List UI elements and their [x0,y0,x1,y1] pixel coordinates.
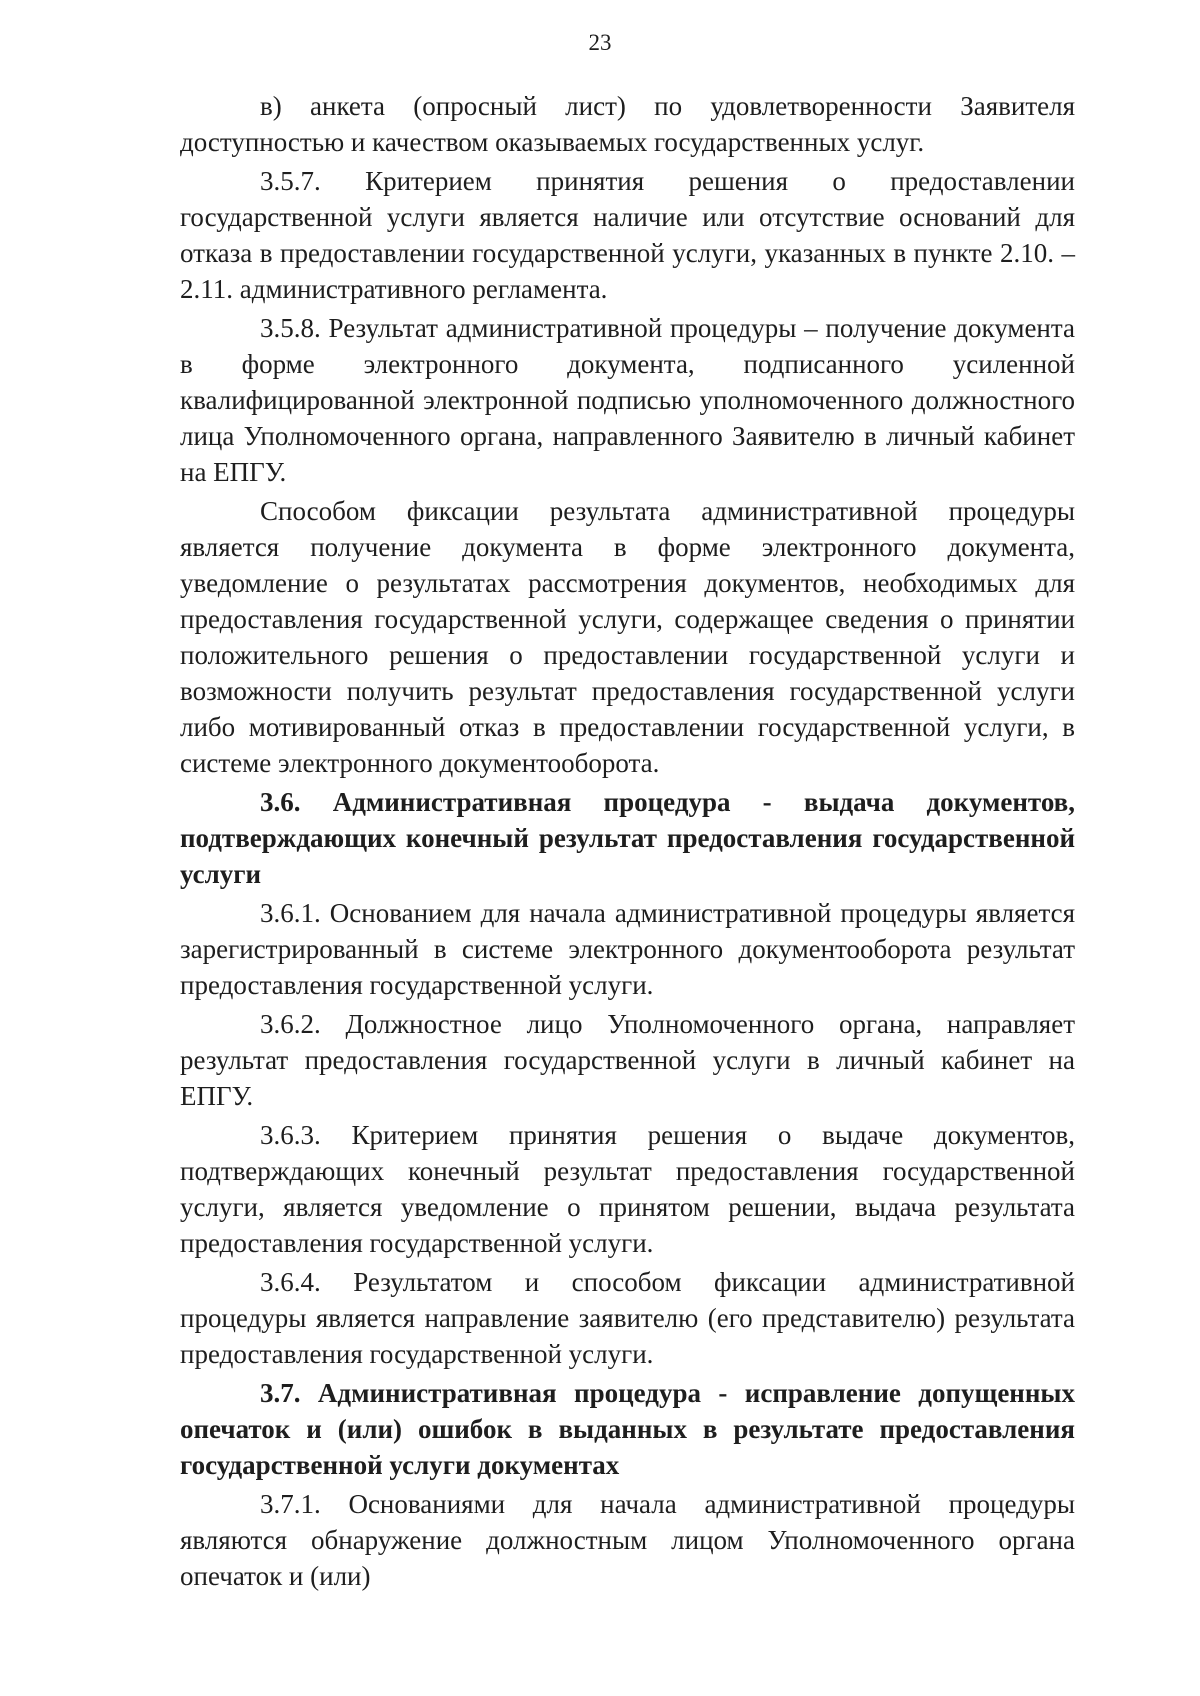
paragraph-3-5-8: 3.5.8. Результат административной процедуры – получение документа в форме электронного документа, подписанного усиленной квалифицированной электронной подписью уполномоченного должностного лица Уполномоченного органа, направленного Заявителю в личный кабинет на ЕПГУ. [180,313,1075,487]
document-body [180,88,1075,1597]
paragraph-3-5-7: 3.5.7. Критерием принятия решения о предоставлении государственной услуги является наличие или отсутствие оснований для отказа в предоставлении государственной услуги, указанных в пункте 2.10. – 2.11. административного регламента. [180,166,1075,304]
section-heading-3-6: 3.6. Административная процедура - выдача документов, подтверждающих конечный результат предоставления государственной услуги [180,787,1075,889]
section-heading-3-7: 3.7. Административная процедура - исправление допущенных опечаток и (или) ошибок в выданных в результате предоставления государственной услуги документах [180,1378,1075,1480]
paragraph-survey: в) анкета (опросный лист) по удовлетворенности Заявителя доступностью и качеством оказываемых государственных услуг. [180,91,1075,157]
paragraph-3-6-2: 3.6.2. Должностное лицо Уполномоченного органа, направляет результат предоставления государственной услуги в личный кабинет на ЕПГУ. [180,1009,1075,1111]
paragraph-3-6-3: 3.6.3. Критерием принятия решения о выдаче документов, подтверждающих конечный результат предоставления государственной услуги, является уведомление о принятом решении, выдача результата предоставления государственной услуги. [180,1120,1075,1258]
paragraph-3-6-1: 3.6.1. Основанием для начала административной процедуры является зарегистрированный в системе электронного документооборота результат предоставления государственной услуги. [180,898,1075,1000]
page-number: 23 [588,30,612,55]
paragraph-3-6-4: 3.6.4. Результатом и способом фиксации административной процедуры является направление заявителю (его представителю) результата предоставления государственной услуги. [180,1267,1075,1369]
paragraph-fixation-method: Способом фиксации результата административной процедуры является получение документа в форме электронного документа, уведомление о результатах рассмотрения документов, необходимых для предоставления государственной услуги, содержащее сведения о принятии положительного решения о предоставлении государственной услуги и возможности получить результат предоставления государственной услуги либо мотивированный отказ в предоставлении государственной услуги, в системе электронного документооборота. [180,496,1075,778]
paragraph-3-7-1: 3.7.1. Основаниями для начала административной процедуры являются обнаружение должностным лицом Уполномоченного органа опечаток и (или) [180,1489,1075,1591]
